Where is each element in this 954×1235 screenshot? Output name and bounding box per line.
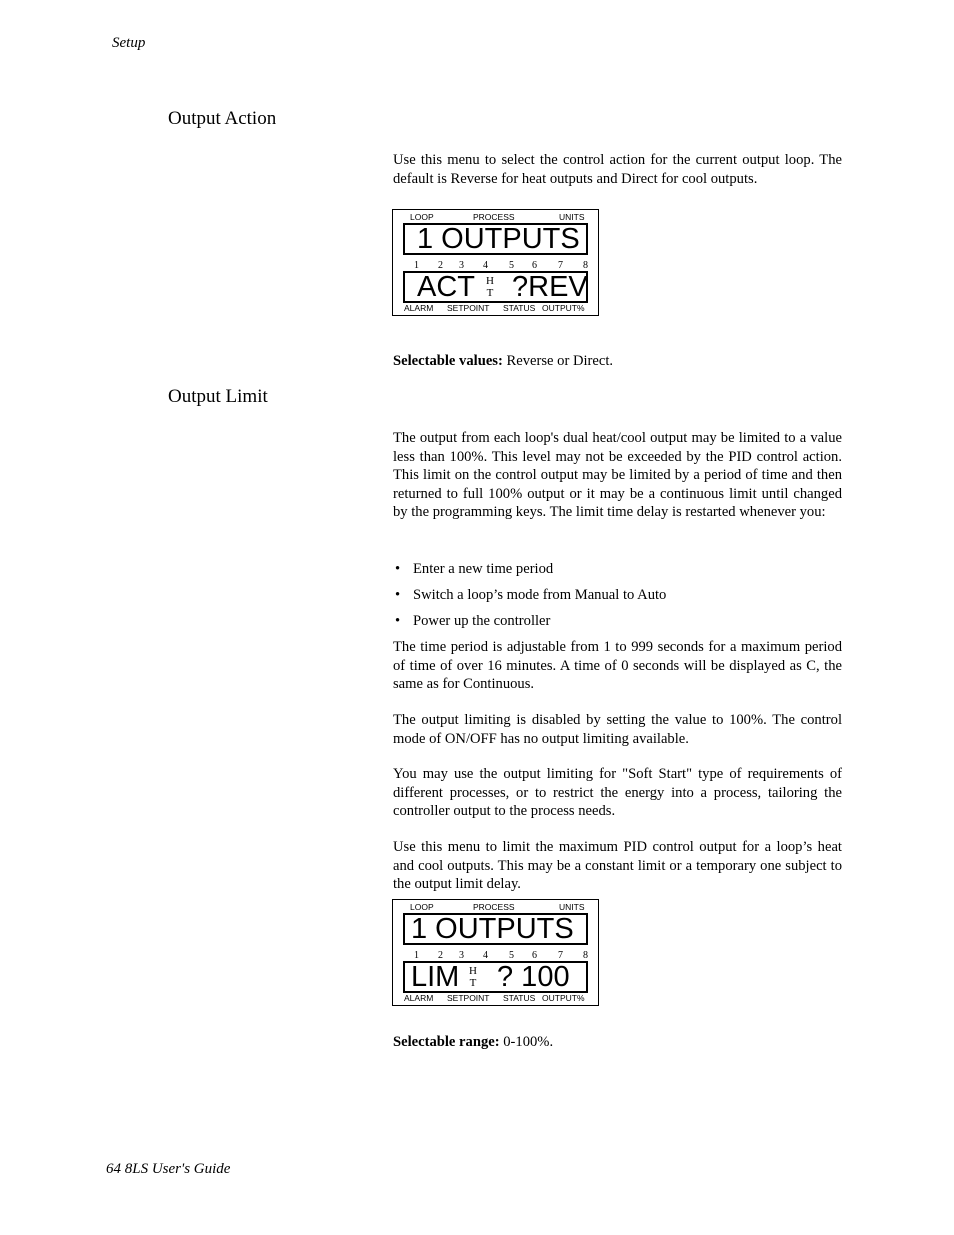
output-action-intro: Use this menu to select the control action for the current output loop. The default is Reverse for heat outputs and Direct for cool outputs. <box>393 152 842 187</box>
lcd-number: 4 <box>483 260 488 271</box>
output-limit-paragraph-2: The time period is adjustable from 1 to 999 seconds for a maximum period of time of over 16 minutes. A time of 0 seconds will be displayed as C, the same as for Continuous. <box>393 639 842 693</box>
lcd-label-output: OUTPUT% <box>542 993 585 1003</box>
bullet-icon: • <box>395 587 401 603</box>
section-heading-output-action: Output Action <box>168 108 277 129</box>
lcd-number: 5 <box>509 260 514 271</box>
lcd-line2-left: ACT <box>417 271 475 303</box>
output-limit-paragraph-1: The output from each loop's dual heat/cool output may be limited to a value less than 100%. This level may not be exceeded by the PID control action. This limit on the control output may be limited by a period of time and then returned to full 100% output or it may be a continuous limit until changed by the programming keys. The limit time delay is restarted whenever you: <box>393 430 842 521</box>
restart-conditions-list <box>393 560 842 638</box>
bullet-icon: • <box>395 561 401 577</box>
lcd-label-loop: LOOP <box>410 212 434 222</box>
bullet-icon: • <box>395 613 401 629</box>
lcd-number: 1 <box>414 260 419 271</box>
lcd-label-setpoint: SETPOINT <box>447 993 490 1003</box>
running-footer: 64 8LS User's Guide <box>106 1161 231 1177</box>
lcd-line1-text: 1 OUTPUTS <box>411 913 574 945</box>
lcd-screen-top <box>403 223 588 255</box>
output-limit-paragraph-3: The output limiting is disabled by setting the value to 100%. The control mode of ON/OFF has no output limiting available. <box>393 712 842 747</box>
lcd-screen-top <box>403 913 588 945</box>
lcd-line2-right: ? 100 <box>497 961 570 993</box>
running-header: Setup <box>112 35 146 51</box>
selectable-values <box>393 352 842 371</box>
section-heading-output-limit: Output Limit <box>168 386 268 407</box>
output-limit-paragraph-4: You may use the output limiting for "Soft Start" type of requirements of different processes, or to restrict the energy into a process, tailoring the controller output to the process needs. <box>393 766 842 820</box>
lcd-label-process: PROCESS <box>473 212 515 222</box>
lcd-heat-indicator: H <box>486 275 494 287</box>
lcd-display-limit <box>392 899 599 1006</box>
lcd-number: 4 <box>483 950 488 961</box>
lcd-label-output: OUTPUT% <box>542 303 585 313</box>
lcd-heat-indicator: H <box>469 965 477 977</box>
selectable-range <box>393 1033 842 1052</box>
lcd-tune-indicator: T <box>469 977 477 989</box>
lcd-label-status: STATUS <box>503 993 536 1003</box>
list-item: • Enter a new time period <box>395 561 554 577</box>
lcd-label-process: PROCESS <box>473 902 515 912</box>
lcd-number: 5 <box>509 950 514 961</box>
lcd-number: 3 <box>459 950 464 961</box>
lcd-label-alarm: ALARM <box>404 993 434 1003</box>
lcd-line1-text: 1 OUTPUTS <box>417 223 580 255</box>
selectable-values-label: Selectable values: <box>393 353 503 369</box>
list-item: • Switch a loop’s mode from Manual to Auto <box>395 587 667 603</box>
output-limit-paragraph-5: Use this menu to limit the maximum PID control output for a loop’s heat and cool outputs. This may be a constant limit or a temporary one subject to the output limit delay. <box>393 839 842 893</box>
list-item: • Power up the controller <box>395 613 551 629</box>
lcd-line2-right: ?REV <box>512 271 588 303</box>
lcd-screen-bottom <box>403 271 588 303</box>
lcd-number: 8 <box>583 950 588 961</box>
lcd-number: 8 <box>583 260 588 271</box>
selectable-range-text: 0-100%. <box>499 1034 554 1050</box>
lcd-label-status: STATUS <box>503 303 536 313</box>
lcd-line2-left: LIM <box>411 961 460 993</box>
lcd-number: 6 <box>532 950 537 961</box>
selectable-range-label: Selectable range: <box>393 1034 500 1050</box>
lcd-number: 2 <box>438 950 443 961</box>
lcd-number: 2 <box>438 260 443 271</box>
lcd-number: 6 <box>532 260 537 271</box>
lcd-display-action <box>392 209 599 316</box>
lcd-label-units: UNITS <box>559 212 585 222</box>
lcd-number: 3 <box>459 260 464 271</box>
lcd-label-loop: LOOP <box>410 902 434 912</box>
lcd-tune-indicator: T <box>486 287 494 299</box>
selectable-values-text: Reverse or Direct. <box>502 353 614 369</box>
lcd-number: 1 <box>414 950 419 961</box>
lcd-label-alarm: ALARM <box>404 303 434 313</box>
lcd-screen-bottom <box>403 961 588 993</box>
lcd-number: 7 <box>558 260 563 271</box>
lcd-label-units: UNITS <box>559 902 585 912</box>
lcd-label-setpoint: SETPOINT <box>447 303 490 313</box>
lcd-number: 7 <box>558 950 563 961</box>
